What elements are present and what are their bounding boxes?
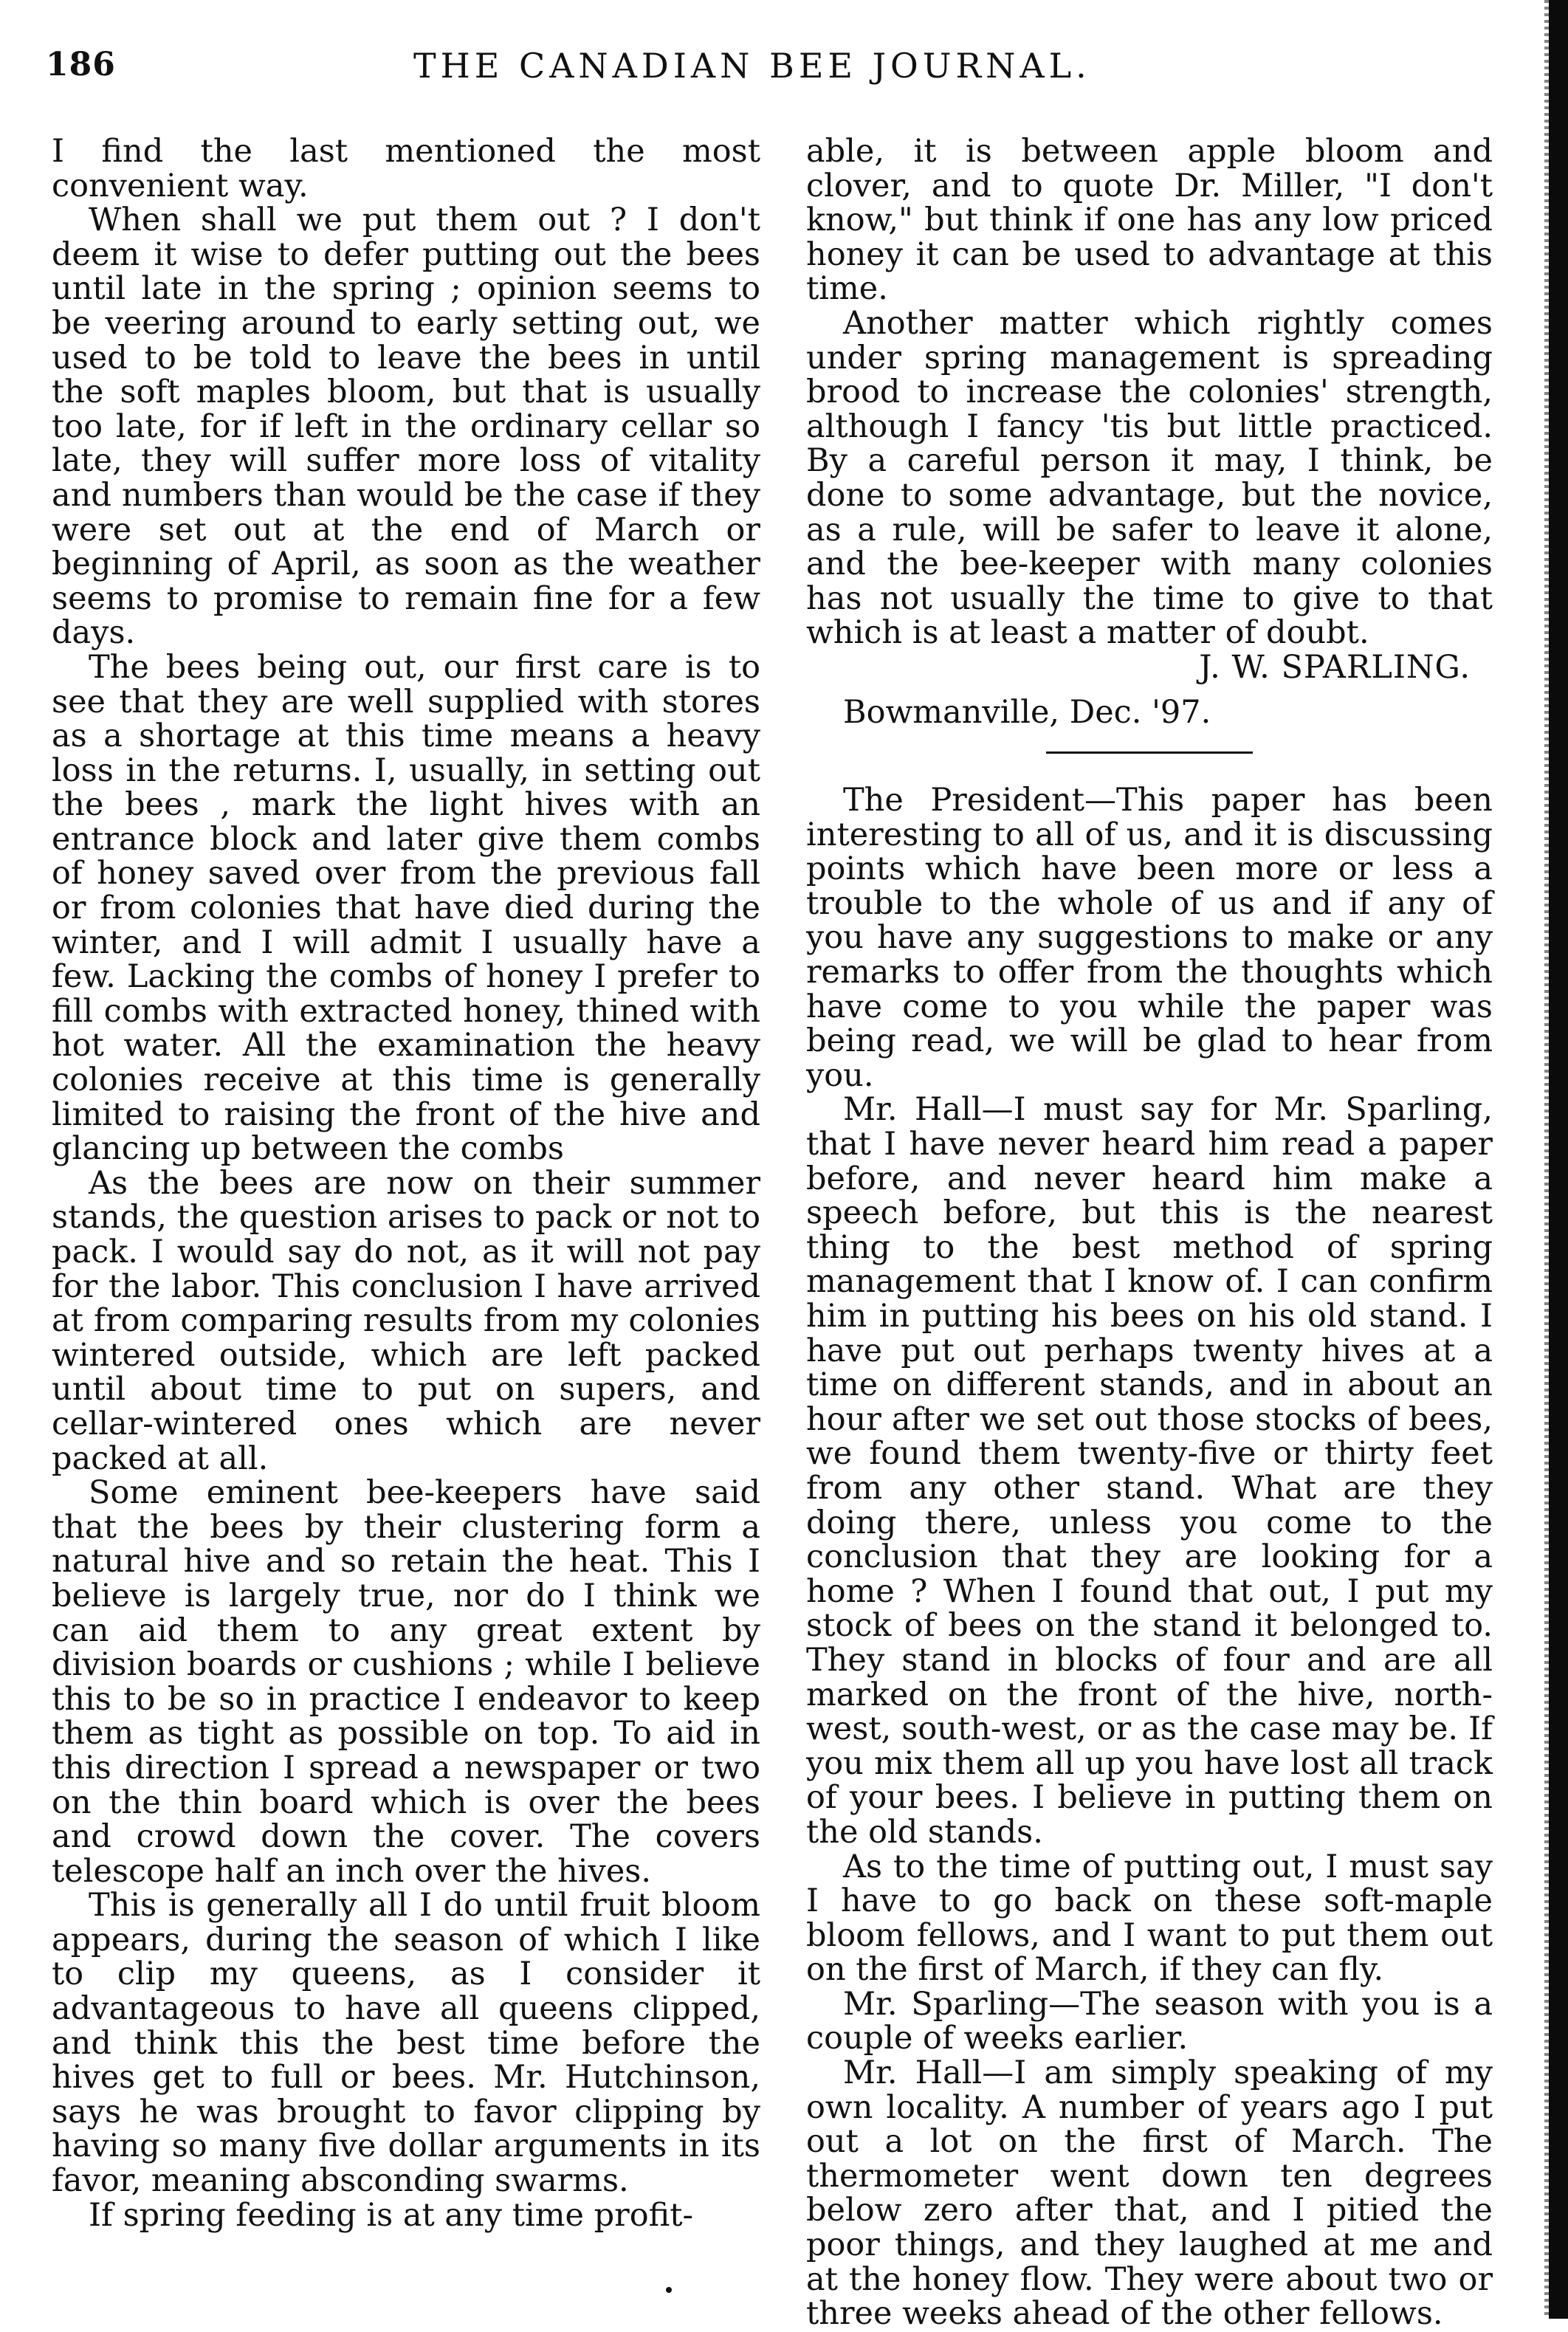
paragraph: Another matter which rightly comes under spring management is spreading brood to increase the colonies' strength, although I fancy 'tis but little practiced. By a careful person it may, I think, be done to some advantage, but the novice, as a rule, will be safer to leave it alone, and the bee-keeper with many colonies has not usually the time to give to that which is at least a matter of doubt. bbox=[806, 304, 1493, 652]
paragraph: If spring feeding is at any time profit- bbox=[89, 2196, 694, 2234]
page-number: 186 bbox=[46, 46, 116, 83]
running-title: THE CANADIAN BEE JOURNAL. bbox=[413, 46, 1091, 86]
discussion-paragraph: Mr. Hall—I am simply speaking of my own locality. A number of years ago I put out a lot on the first of March. The thermometer went down ten degrees below zero after that, and I pitied the poor things, and they laughed at me and at the honey flow. They were about two or three weeks ahead of the other fellows. bbox=[806, 2054, 1493, 2332]
paragraph-continuation: able, it is between apple bloom and clover, and to quote Dr. Miller, "I don't know," but think if one has any low priced honey it can be used to advantage at this time. bbox=[806, 133, 1493, 308]
section-divider bbox=[1046, 751, 1253, 754]
paragraph: This is generally all I do until fruit bloom appears, during the season of which I like to clip my queens, as I consider it advantageous to have all queens clipped, and think this the best time before the hives get to full or bees. Mr. Hutchinson, says he was brought to favor clipping by having so many five dollar arguments in its favor, meaning absconding swarms. bbox=[52, 1887, 760, 2200]
paragraph: I find the last mentioned the most convenient way. bbox=[52, 133, 760, 204]
paragraph: Some eminent bee-keepers have said that the bees by their clustering form a natural hive and so retain the heat. This I believe is largely true, nor do I think we can aid them to any great extent by division boards or cushions ; while I believe this to be so in practice I endeavor to keep them as tight as possible on top. To aid in this direction I spread a newspaper or two on the thin board which is over the bees and crowd down the cover. The covers telescope half an inch over the hives. bbox=[52, 1474, 760, 1890]
discussion-paragraph: The President—This paper has been interesting to all of us, and it is discussing points which have been more or less a trouble to the whole of us and if any of you have any suggestions to make or any remarks to offer from the thoughts which have come to you while the paper was being read, we will be glad to hear from you. bbox=[806, 782, 1493, 1094]
paragraph: The bees being out, our first care is to see that they are well supplied with stores as a shortage at this time means a heavy loss in the returns. I, usually, in setting out the bees , mark the light hives with an entrance block and later give them combs of honey saved over from the previous fall or from colonies that have died during the winter, and I will admit I usually have a few. Lacking the combs of honey I prefer to fill combs with extracted honey, thined with hot water. All the examination the heavy colonies receive at this time is generally limited to raising the front of the hive and glancing up between the combs bbox=[52, 648, 760, 1168]
discussion-paragraph: Mr. Sparling—The season with you is a couple of weeks earlier. bbox=[806, 1985, 1493, 2057]
paragraph: When shall we put them out ? I don't deem it wise to defer putting out the bees until late in the spring ; opinion seems to be veering around to early setting out, we used to be told to leave the bees in until the soft maples bloom, but that is usually too late, for if left in the ordinary cellar so late, they will suffer more loss of vitality and numbers than would be the case if they were set out at the end of March or beginning of April, as soon as the weather seems to promise to remain fine for a few days. bbox=[52, 202, 760, 652]
paragraph: As the bees are now on their summer stands, the question arises to pack or not to pack. I would say do not, as it will not pay for the labor. This conclusion I have arrived at from comparing results from my colonies wintered outside, which are left packed until about time to put on supers, and cellar-wintered ones which are never packed at all. bbox=[52, 1164, 760, 1477]
discussion-paragraph: As to the time of putting out, I must say I have to go back on these soft-maple bloom fellows, and I want to put them out on the first of March, if they can fly. bbox=[806, 1848, 1493, 1989]
printer-mark bbox=[666, 2287, 672, 2293]
binding-edge bbox=[1549, 0, 1568, 2319]
right-column bbox=[806, 134, 1493, 2331]
author-signature: J. W. SPARLING. bbox=[1199, 648, 1471, 686]
discussion-paragraph: Mr. Hall—I must say for Mr. Sparling, that I have never heard him read a paper before, and never heard him make a speech before, but this is the nearest thing to the best method of spring management that I know of. I can confirm him in putting his bees on his old stand. I have put out perhaps twenty hives at a time on different stands, and in about an hour after we set out those stocks of bees, we found them twenty-five or thirty feet from any other stand. What are they doing there, unless you come to the conclusion that they are looking for a home ? When I found that out, I put my stock of bees on the stand it belonged to. They stand in blocks of four and are all marked on the front of the hive, north-west, south-west, or as the case may be. If you mix them all up you have lost all track of your bees. I believe in putting them on the old stands. bbox=[806, 1091, 1493, 1851]
dateline: Bowmanville, Dec. '97. bbox=[843, 693, 1211, 731]
left-column bbox=[52, 134, 760, 2232]
